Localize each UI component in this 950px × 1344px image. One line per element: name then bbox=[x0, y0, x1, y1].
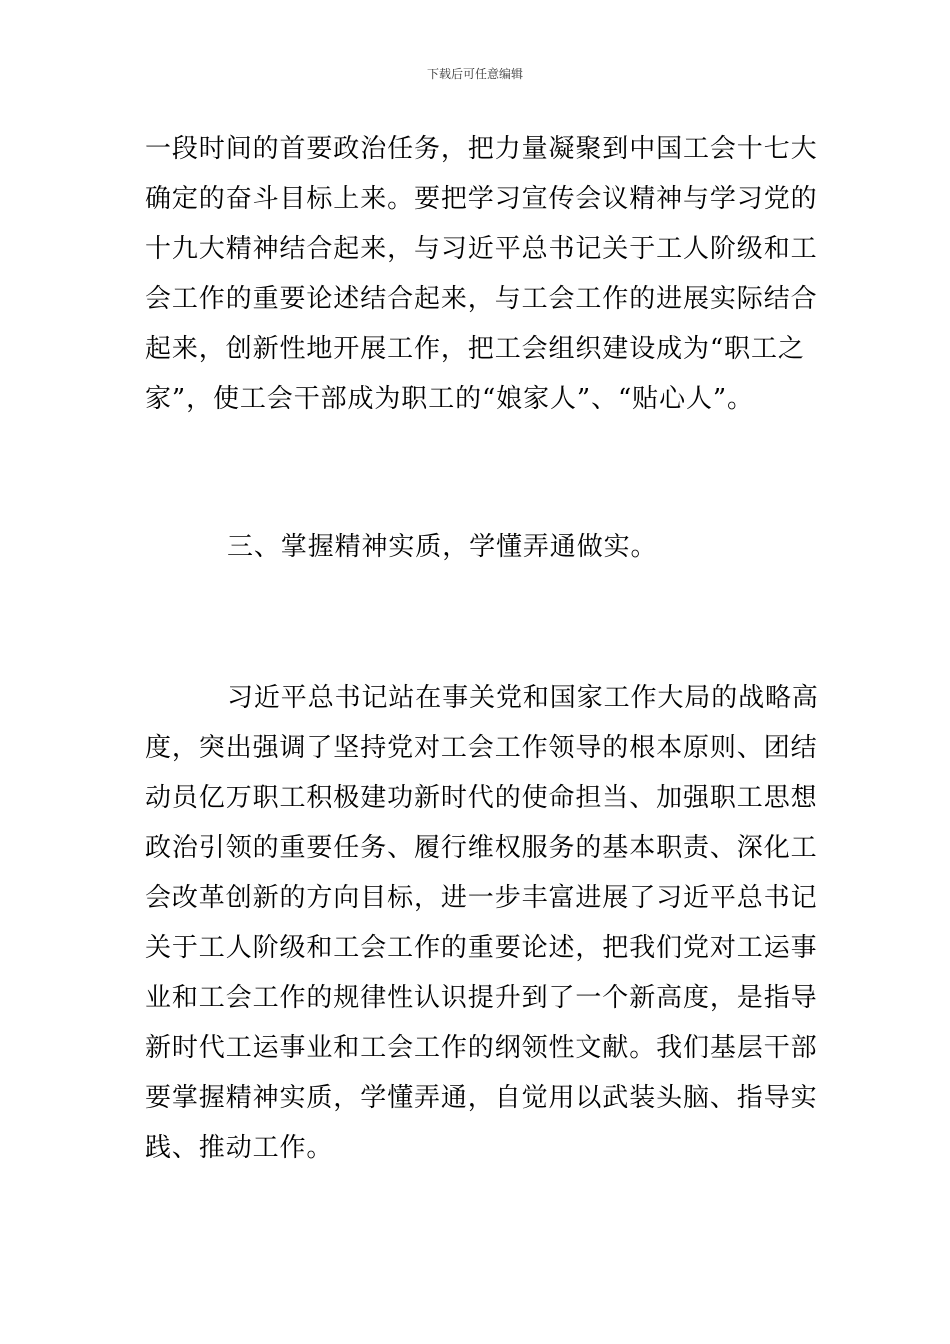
paragraph-2 bbox=[145, 673, 819, 1173]
paragraph-line: 一段时间的首要政治任务，把力量凝聚到中国工会十七大 bbox=[145, 134, 818, 164]
paragraph-line: 度，突出强调了坚持党对工会工作领导的根本原则、团结 bbox=[145, 733, 818, 763]
paragraph-line: 习近平总书记站在事关党和国家工作大局的战略高 bbox=[227, 683, 819, 713]
paragraph-line: 动员亿万职工积极建功新时代的使命担当、加强职工思想 bbox=[145, 783, 818, 813]
paragraph-line: 会改革创新的方向目标，进一步丰富进展了习近平总书记 bbox=[145, 883, 818, 913]
section-heading bbox=[145, 522, 805, 572]
paragraph-line: 新时代工运事业和工会工作的纲领性文献。我们基层干部 bbox=[145, 1033, 818, 1063]
paragraph-line: 要掌握精神实质，学懂弄通，自觉用以武装头脑、指导实 bbox=[145, 1083, 818, 1113]
paragraph-line: 政治引领的重要任务、履行维权服务的基本职责、深化工 bbox=[145, 833, 818, 863]
paragraph-line: 十九大精神结合起来，与习近平总书记关于工人阶级和工 bbox=[145, 234, 818, 264]
section-heading-text: 三、掌握精神实质，学懂弄通做实。 bbox=[227, 532, 658, 562]
paragraph-line: 起来，创新性地开展工作，把工会组织建设成为“职工之 bbox=[145, 334, 805, 364]
page-header: 下载后可任意编辑 bbox=[426, 67, 523, 81]
paragraph-line: 家”，使工会干部成为职工的“娘家人”、“贴心人”。 bbox=[145, 384, 754, 414]
paragraph-line: 确定的奋斗目标上来。要把学习宣传会议精神与学习党的 bbox=[145, 184, 818, 214]
paragraph-line: 会工作的重要论述结合起来，与工会工作的进展实际结合 bbox=[145, 284, 818, 314]
paragraph-line: 业和工会工作的规律性认识提升到了一个新高度，是指导 bbox=[145, 983, 818, 1013]
paragraph-line: 关于工人阶级和工会工作的重要论述，把我们党对工运事 bbox=[145, 933, 818, 963]
paragraph-line: 践、推动工作。 bbox=[145, 1133, 334, 1163]
paragraph-1 bbox=[145, 124, 818, 424]
